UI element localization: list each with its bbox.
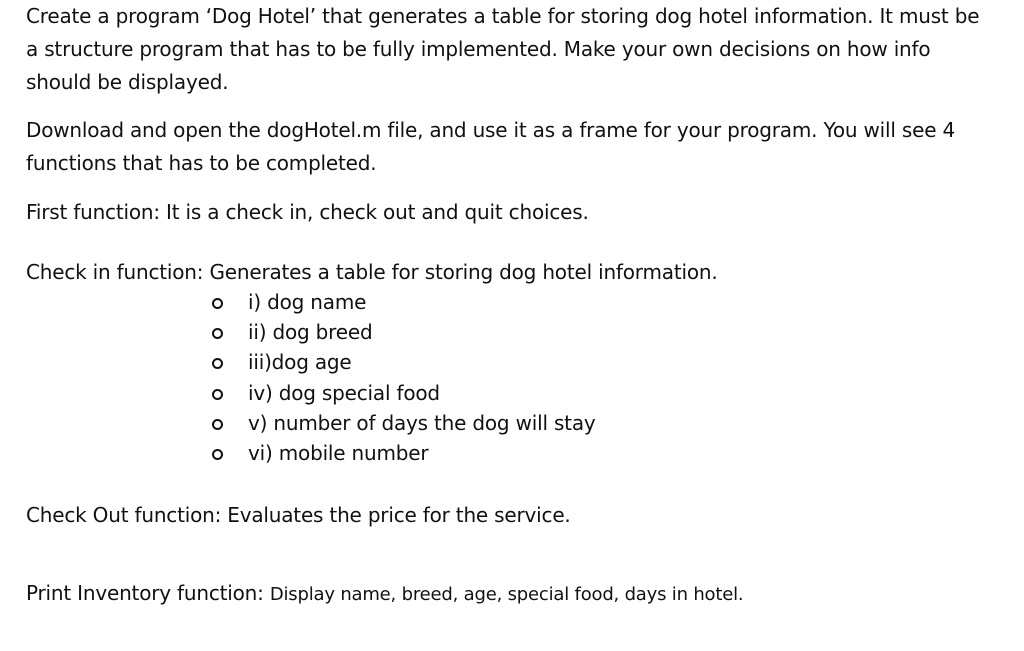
check-in-field-list (212, 287, 596, 468)
list-item (212, 287, 596, 317)
list-item (212, 438, 596, 468)
download-paragraph: Download and open the dogHotel.m file, and use it as a frame for your program. You will see 4 functions that has to be completed. (26, 118, 955, 175)
intro-paragraph: Create a program ‘Dog Hotel’ that generates a table for storing dog hotel information. It must be a structure program that has to be fully implemented. Make your own decisions on how info should be displayed. (26, 4, 980, 94)
list-item (212, 378, 596, 408)
hollow-bullet-icon (212, 328, 223, 339)
first-function-paragraph: First function: It is a check in, check out and quit choices. (26, 200, 589, 224)
hollow-bullet-icon (212, 389, 223, 400)
check-in-heading: Check in function: Generates a table for storing dog hotel information. (26, 260, 718, 284)
print-inventory-label: Print Inventory function: (26, 581, 270, 605)
hollow-bullet-icon (212, 298, 223, 309)
list-item-text: iii)dog age (248, 350, 352, 375)
list-item (212, 408, 596, 438)
list-item-text: vi) mobile number (248, 440, 429, 465)
list-item-text: iv) dog special food (248, 380, 440, 405)
print-inventory-paragraph (26, 577, 743, 611)
hollow-bullet-icon (212, 449, 223, 460)
check-out-paragraph: Check Out function: Evaluates the price for the service. (26, 503, 571, 527)
hollow-bullet-icon (212, 358, 223, 369)
hollow-bullet-icon (212, 419, 223, 430)
list-item-text: ii) dog breed (248, 320, 373, 345)
list-item-text: i) dog name (248, 290, 367, 314)
list-item (212, 317, 596, 347)
list-item (212, 347, 596, 377)
list-item-text: v) number of days the dog will stay (248, 410, 596, 435)
print-inventory-detail: Display name, breed, age, special food, days in hotel. (269, 584, 744, 605)
